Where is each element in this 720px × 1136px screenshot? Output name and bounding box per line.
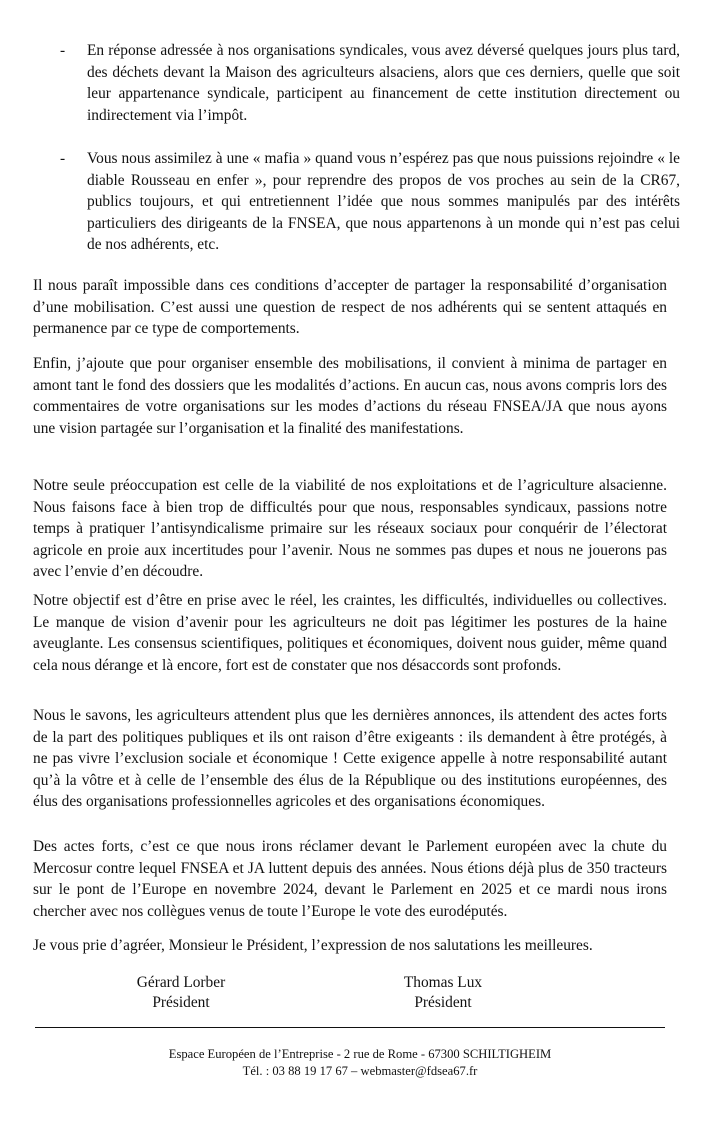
paragraph-parliament: Des actes forts, c’est ce que nous irons réclamer devant le Parlement européen avec la chute du Mercosur contre lequel FNSEA et JA luttent depuis des années. Nous étions déjà plus de 350 tracteurs sur le pont de l’Europe en novembre 2024, devant le Parlement en 2025 et ce mardi nous irons chercher avec nos collègues venus de toute l’Europe le vote des eurodéputés. (33, 838, 667, 920)
paragraph-expectations: Nous le savons, les agriculteurs attendent plus que les dernières annonces, ils attendent des actes forts de la part des politiques publiques et ils ont raison d’être exigeants : ils demandent à être protégés, à ne pas vivre l’exclusion sociale et économique ! Cette exigence appelle à notre responsabilité autant qu’à la vôtre et à celle de l’ensemble des élus de la République ou des institutions européennes, des élus des organisations professionnelles agricoles et des organisations économiques. (33, 707, 667, 810)
bullet-item (60, 40, 680, 126)
signature-block-right (343, 973, 543, 1013)
signatory-title: Président (414, 994, 472, 1011)
bullet-text: En réponse adressée à nos organisations syndicales, vous avez déversé quelques jours plus tard, des déchets devant la Maison des agriculteurs alsaciens, alors que ces derniers, quelle que soit leur appartenance syndicale, participent au financement de cette institution directement ou indirectement via l’impôt. (87, 42, 680, 124)
paragraph-viability: Notre seule préoccupation est celle de la viabilité de nos exploitations et de l’agriculture alsacienne. Nous faisons face à bien trop de difficultés pour que nous, responsables syndicaux, passions notre temps à pratiquer l’antisyndicalisme primaire sur les réseaux sociaux pour conquérir de l’électorat agricole en proie aux incertitudes pour l’avenir. Nous ne sommes pas dupes et nous ne jouerons pas avec l’envie d’en découdre. (33, 477, 667, 580)
bullet-item (60, 148, 680, 256)
signature-block-left (81, 973, 281, 1013)
signatory-title: Président (152, 994, 210, 1011)
bullet-dash: - (60, 150, 66, 167)
footer-address: Espace Européen de l’Entreprise - 2 rue de Rome - 67300 SCHILTIGHEIM (168, 1047, 552, 1061)
paragraph-objective: Notre objectif est d’être en prise avec le réel, les craintes, les difficultés, individuelles ou collectives. Le manque de vision d’avenir pour les agriculteurs ne doit pas légitimer les postures de la haine aveuglante. Les consensus scientifiques, politiques et économiques, doivent nous guider, même quand cela nous dérange et là encore, fort est de constater que nos désaccords sont profonds. (33, 592, 667, 674)
footer-divider (35, 1027, 665, 1028)
paragraph-responsibility: Il nous paraît impossible dans ces conditions d’accepter de partager la responsabilité d’organisation d’une mobilisation. C’est aussi une question de respect de nos adhérents qui se sentent attaqués en permanence par ce type de comportements. (33, 277, 667, 337)
signatory-name: Thomas Lux (403, 974, 483, 991)
closing-salutation: Je vous prie d’agréer, Monsieur le Président, l’expression de nos salutations les meilleures. (33, 937, 593, 954)
paragraph-mobilisation: Enfin, j’ajoute que pour organiser ensemble des mobilisations, il convient à minima de partager en amont tant le fond des dossiers que les modalités d’actions. En aucun cas, nous avons compris lors des commentaires de votre organisations sur les modes d’actions du réseau FNSEA/JA que nous ayons une vision partagée sur l’organisation et la finalité des manifestations. (33, 355, 667, 437)
footer-contact: Tél. : 03 88 19 17 67 – webmaster@fdsea67.fr (242, 1064, 478, 1078)
bullet-dash: - (60, 42, 66, 59)
signatory-name: Gérard Lorber (136, 974, 226, 991)
bullet-text: Vous nous assimilez à une « mafia » quand vous n’espérez pas que nous puissions rejoindre « le diable Rousseau en enfer », pour reprendre des propos de vos proches au sein de la CR67, publics toujours, et qui entretiennent l’idée que nous sommes manipulés par des intérêts particuliers des dirigeants de la FNSEA, que nous appartenons à un monde qui n’est pas celui de nos adhérents, etc. (87, 150, 680, 253)
